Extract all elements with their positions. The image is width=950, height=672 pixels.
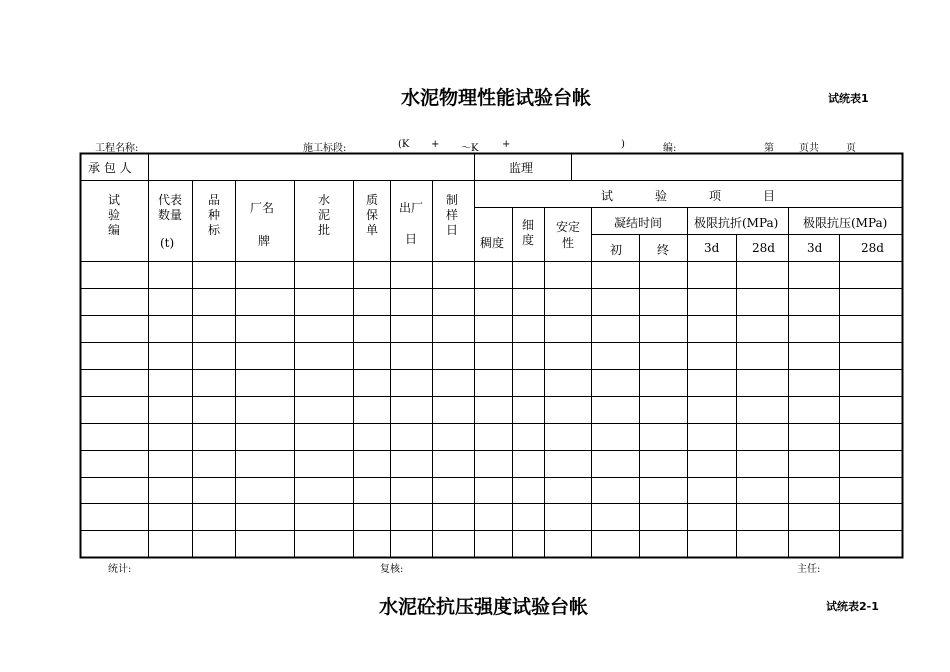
header-sample-date: 制样日 [445, 193, 458, 237]
header-fineness: 细度 [521, 218, 534, 247]
form-code: 试统表1 [828, 92, 869, 105]
header-compressive-28d: 28d [861, 241, 884, 255]
header-factory-date-day: 日 [405, 232, 418, 246]
header-quality-certificate: 质保单 [365, 193, 378, 237]
header-representative-quantity: 代表数量 [157, 193, 182, 222]
header-test-number: 试验编 [107, 193, 120, 237]
header-soundness-2: 性 [562, 236, 575, 250]
chainage-end: ～K [461, 143, 479, 154]
header-soundness: 安定 [556, 220, 581, 234]
header-factory-name: 厂名 [250, 201, 275, 215]
header-flexural-3d: 3d [704, 241, 720, 255]
supervisor-label: 监理 [509, 161, 534, 175]
statistician-label: 统计: [108, 564, 132, 575]
page-total-label: 页共 [799, 143, 819, 154]
header-quantity-unit: (t) [160, 236, 175, 250]
next-table-title: 水泥砼抗压强度试验台帐 [379, 596, 589, 618]
header-variety-grade: 品种标 [207, 193, 220, 237]
header-test-items-3: 项 [709, 189, 722, 203]
header-final-setting: 终 [657, 243, 670, 257]
chainage-start: (K [398, 139, 410, 150]
header-factory-date: 出厂 [399, 201, 424, 215]
header-setting-time: 凝结时间 [614, 216, 663, 230]
header-test-items-2: 验 [655, 189, 668, 203]
header-initial-setting: 初 [610, 243, 623, 257]
header-consistency: 稠度 [480, 236, 505, 250]
reviewer-label: 复核: [380, 564, 404, 575]
header-cement-batch: 水泥批 [317, 193, 330, 237]
header-compressive-strength: 极限抗压(MPa) [803, 216, 888, 230]
next-form-code: 试统表2-1 [826, 600, 879, 613]
contractor-label: 承 包 人 [88, 161, 132, 175]
header-flexural-strength: 极限抗折(MPa) [694, 216, 779, 230]
header-test-items-1: 试 [601, 189, 614, 203]
director-label: 主任: [797, 564, 821, 575]
project-name-label: 工程名称: [95, 143, 139, 154]
serial-label: 编: [663, 143, 677, 154]
header-compressive-3d: 3d [807, 241, 823, 255]
page-no-label: 第 [764, 143, 774, 154]
section-label: 施工标段: [303, 143, 347, 154]
chainage-plus-2: + [502, 139, 511, 150]
chainage-close: ) [621, 139, 625, 150]
table-title: 水泥物理性能试验台帐 [401, 87, 592, 109]
page-unit-label: 页 [846, 143, 856, 154]
header-test-items-4: 目 [763, 189, 776, 203]
header-flexural-28d: 28d [752, 241, 775, 255]
chainage-plus-1: + [431, 139, 440, 150]
header-brand: 牌 [258, 234, 271, 248]
